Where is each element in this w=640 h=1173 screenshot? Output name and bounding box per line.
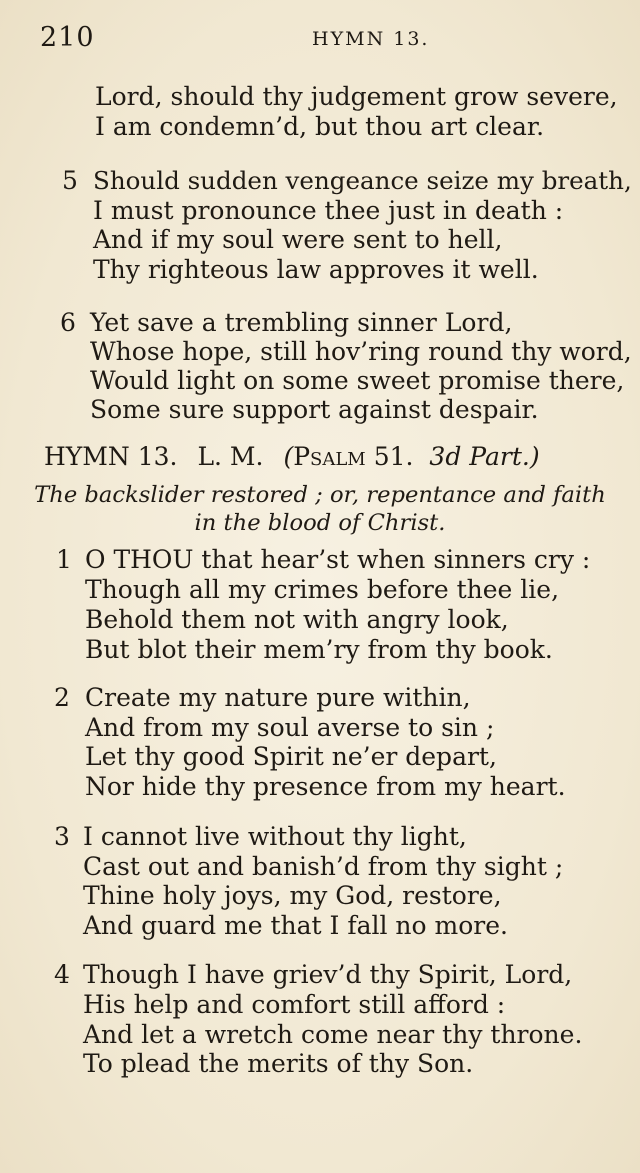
verse-line: I must pronounce thee just in death : [93,196,564,225]
verse-line: And from my soul averse to sin ; [85,713,495,742]
verse-line: Whose hope, still hov’ring round thy word, [90,337,632,366]
verse-line: I am condemn’d, but thou art clear. [95,112,545,141]
verse-line: I cannot live without thy light, [83,822,467,851]
hymn-subtitle-line-2: in the blood of Christ. [194,510,446,536]
verse-line: Should sudden vengeance seize my breath, [93,166,632,195]
verse-line: Cast out and banish’d from thy sight ; [83,852,564,881]
verse-line: O THOU that hear’st when sinners cry : [85,545,591,574]
verse-line: Create my nature pure within, [85,683,471,712]
running-head: HYMN 13. [312,28,430,50]
hymn-heading [44,442,540,472]
verse-line: And if my soul were sent to hell, [93,225,503,254]
verse-line: Yet save a trembling sinner Lord, [90,308,513,337]
verse-line: Thine holy joys, my God, restore, [83,881,502,910]
verse-number: 4 [54,960,70,989]
psalm-part: 3d Part. [429,442,530,471]
verse-line: Though all my crimes before thee lie, [85,575,560,604]
verse-line: Though I have griev’d thy Spirit, Lord, [83,960,573,989]
verse-line: His help and comfort still afford : [83,990,506,1019]
verse-line: Lord, should thy judgement grow severe, [95,82,618,111]
hymn-subtitle-line-1: The backslider restored ; or, repentance and faith [34,482,606,508]
verse-line: Thy righteous law approves it well. [93,255,539,284]
hymn-meter: L. M. [197,442,264,471]
verse-line: Nor hide thy presence from my heart. [85,772,566,801]
verse-line: Behold them not with angry look, [85,605,509,634]
psalm-ref-open: ( [283,442,294,471]
verse-line: Let thy good Spirit ne’er depart, [85,742,497,771]
verse-number: 3 [54,822,70,851]
verse-line: And guard me that I fall no more. [83,911,508,940]
verse-line: To plead the merits of thy Son. [83,1049,474,1078]
verse-line: Would light on some sweet promise there, [90,366,625,395]
hymn-title: HYMN 13. [44,442,178,471]
psalm-word: Psalm [293,442,366,471]
verse-number: 2 [54,683,70,712]
page-header [40,22,610,62]
stanza-number: 6 [60,308,76,337]
stanza-number: 5 [62,166,78,195]
verse-line: But blot their mem’ry from thy book. [85,635,553,664]
verse-number: 1 [56,545,72,574]
verse-line: And let a wretch come near thy throne. [83,1020,583,1049]
psalm-number: 51. [373,442,414,471]
psalm-ref-close: ) [529,442,540,471]
page-number: 210 [40,22,95,53]
verse-line: Some sure support against despair. [90,395,539,424]
